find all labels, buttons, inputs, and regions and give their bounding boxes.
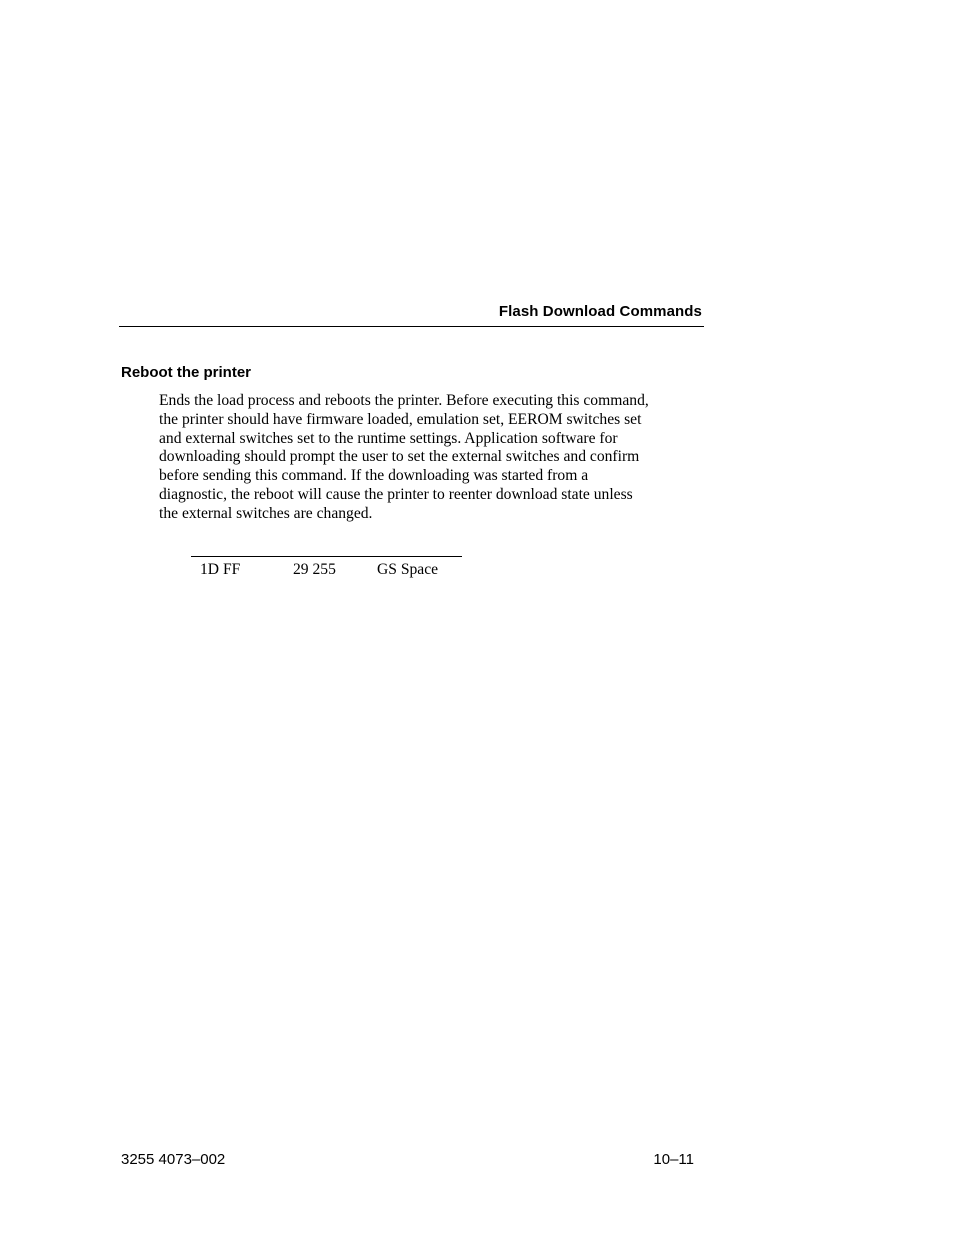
running-header-title: Flash Download Commands	[498, 303, 702, 320]
hex-code: 1D FF	[200, 561, 241, 578]
section-title: Reboot the printer	[121, 364, 251, 381]
header-rule	[119, 326, 704, 327]
command-code-table	[191, 556, 462, 583]
section-body: Ends the load process and reboots the printer. Before executing this command, the printer should have firmware loaded, emulation set, EEROM switches set and external switches set to the runtime settings. Application software for downloading should prompt the user to set the external switches and confirm before sending this command. If the downloading was started from a diagnostic, the reboot will cause the printer to reenter download state unless the external switches are changed.	[159, 392, 649, 522]
footer-doc-number: 3255 4073–002	[121, 1151, 226, 1168]
ascii-code: GS Space	[377, 561, 439, 578]
decimal-code: 29 255	[293, 561, 336, 578]
table-row	[191, 557, 462, 583]
footer-page-number: 10–11	[653, 1151, 694, 1168]
